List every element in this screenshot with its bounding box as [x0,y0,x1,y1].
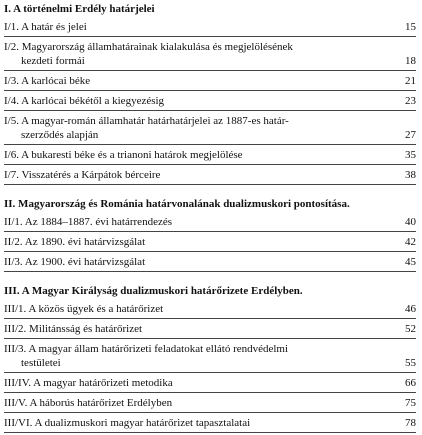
section-gap [4,275,416,285]
entry-title: I/3. A karlócai béke [4,75,91,87]
entry-page: 75 [405,397,416,409]
entry-title: I/4. A karlócai békétől a kiegyezésig [4,95,165,107]
toc-entry[interactable] [4,114,416,145]
entry-page: 40 [405,216,416,228]
toc-entry[interactable] [4,74,416,91]
entry-title-line1: I/5. A magyar-román államhatár határhatárjelei az 1887-es határ- [4,115,289,127]
entry-title [4,114,396,142]
toc-entry[interactable] [4,416,416,433]
toc-entry[interactable] [4,20,416,37]
entry-page: 27 [405,129,416,141]
entry-title: III/1. A közös ügyek és a határőrizet [4,303,164,315]
toc-entry[interactable] [4,255,416,272]
entry-title: III/2. Militánsság és határőrizet [4,323,143,335]
section-gap [4,188,416,198]
entry-title: I/7. Visszatérés a Kárpátok bérceire [4,169,161,181]
toc-entry[interactable] [4,148,416,165]
toc-entry[interactable] [4,342,416,373]
entry-title: I/6. A bukaresti béke és a trianoni határok megjelölése [4,149,243,161]
entry-page: 78 [405,417,416,429]
entry-title-line1: III/3. A magyar állam határőrizeti feladatokat ellátó rendvédelmi [4,343,289,355]
entry-title: III/IV. A magyar határőrizeti metodika [4,377,173,389]
section-title: III. A Magyar Királyság dualizmuskori határőrizete Erdélyben. [4,285,303,297]
toc-entry[interactable] [4,322,416,339]
entry-page: 15 [405,21,416,33]
toc-entry[interactable] [4,376,416,393]
entry-page: 52 [405,323,416,335]
toc-section-2 [4,198,416,272]
entry-title [4,40,396,68]
toc-entry[interactable] [4,302,416,319]
entry-page: 66 [405,377,416,389]
entry-title: II/3. Az 1900. évi határvizsgálat [4,256,146,268]
entry-title: III/VI. A dualizmuskori magyar határőrizet tapasztalatai [4,417,251,429]
entry-title: I/1. A határ és jelei [4,21,87,33]
entry-page: 45 [405,256,416,268]
entry-title-line1: I/2. Magyarország államhatárainak kialakulása és megjelölésének [4,41,293,53]
entry-title: III/V. A háborús határőrizet Erdélyben [4,397,173,409]
toc-entry[interactable] [4,40,416,71]
toc-entry[interactable] [4,396,416,413]
entry-title-line2: szerződés alapján [21,129,99,141]
entry-page: 23 [405,95,416,107]
entry-page: 55 [405,357,416,369]
toc-section-3 [4,285,416,433]
entry-title: II/2. Az 1890. évi határvizsgálat [4,236,146,248]
toc-entry[interactable] [4,215,416,232]
entry-title-line2: kezdeti formái [21,55,85,67]
toc-entry[interactable] [4,235,416,252]
entry-page: 18 [405,55,416,67]
entry-page: 42 [405,236,416,248]
entry-title-line2: testületei [21,357,61,369]
section-title: I. A történelmi Erdély határjelei [4,3,155,15]
section-title: II. Magyarország és Románia határvonalának dualizmuskori pontosítása. [4,198,350,210]
toc-section-1 [4,3,416,185]
entry-page: 35 [405,149,416,161]
entry-page: 46 [405,303,416,315]
entry-page: 21 [405,75,416,87]
toc-entry[interactable] [4,94,416,111]
entry-page: 38 [405,169,416,181]
toc-entry[interactable] [4,168,416,185]
entry-title [4,342,396,370]
entry-title: II/1. Az 1884–1887. évi határrendezés [4,216,172,228]
